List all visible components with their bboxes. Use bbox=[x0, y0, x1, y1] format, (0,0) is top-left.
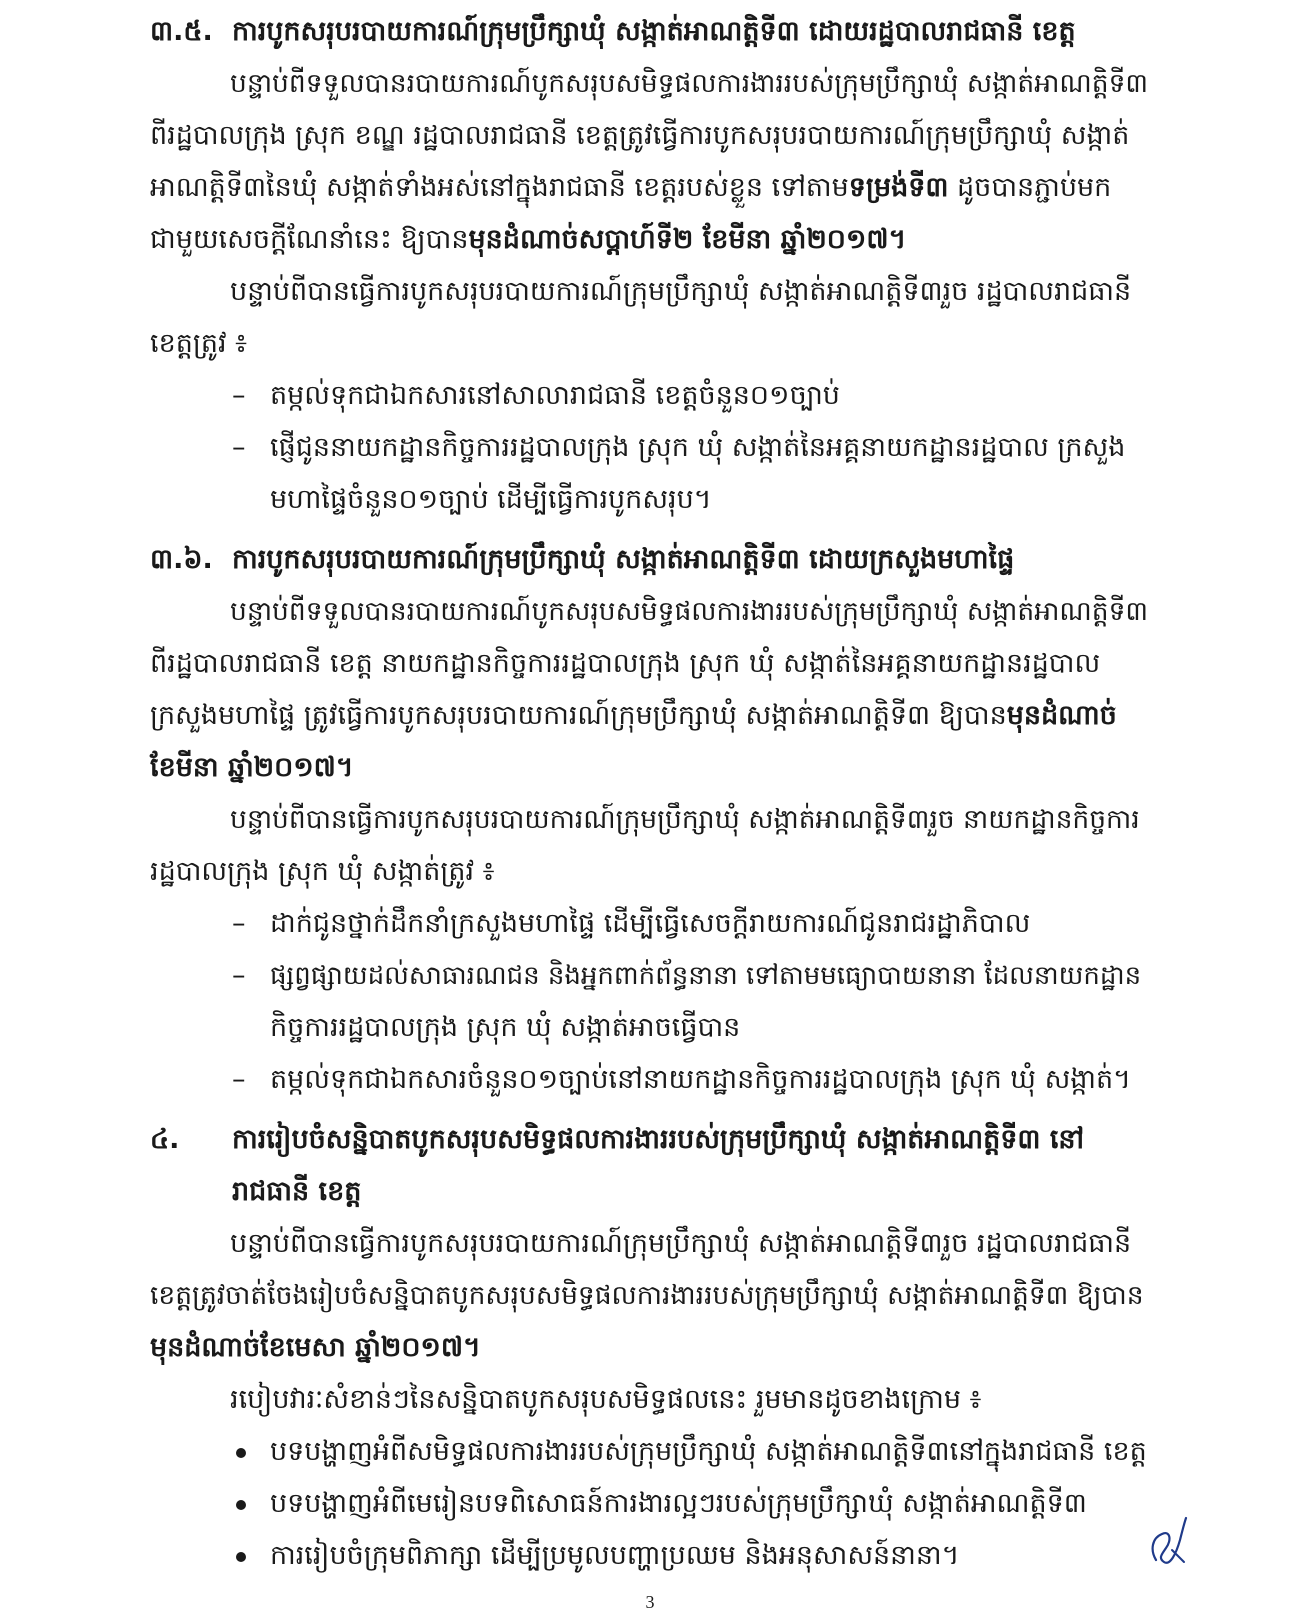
section-3-6-number: ៣.៦. bbox=[150, 544, 213, 575]
s36-p1-line4: ខែមីនា ឆ្នាំ២០១៧។ bbox=[150, 752, 354, 783]
section-3-5-number: ៣.៥. bbox=[150, 16, 213, 47]
s35-p2-line2: ខេត្តត្រូវ ៖ bbox=[150, 328, 248, 359]
s36-item2-line1: ផ្សព្វផ្សាយដល់សាធារណជន និងអ្នកពាក់ព័ន្ធនានា ទៅតាមមធ្យោបាយនានា ដែលនាយកដ្ឋាន bbox=[270, 961, 1142, 991]
bullet-icon bbox=[236, 1500, 246, 1510]
s36-item3: តម្កល់ទុកជាឯកសារចំនួន០១ច្បាប់នៅនាយកដ្ឋានកិច្ចការរដ្ឋបាលក្រុង ស្រុក ឃុំ សង្កាត់។ bbox=[270, 1064, 1131, 1095]
section-4-heading-line1: ការរៀបចំសន្និបាតបូកសរុបសមិទ្ធផលការងាររបស់ក្រុមប្រឹក្សាឃុំ សង្កាត់អាណត្តិទី៣ នៅ bbox=[232, 1124, 1085, 1155]
s36-p1-line2: ពីរដ្ឋបាលរាជធានី ខេត្ត នាយកដ្ឋានកិច្ចការរដ្ឋបាលក្រុង ស្រុក ឃុំ សង្កាត់នៃអគ្គនាយកដ្ឋានរដ្ឋបាល bbox=[150, 648, 1101, 679]
s36-p2-line2: រដ្ឋបាលក្រុង ស្រុក ឃុំ សង្កាត់ត្រូវ ៖ bbox=[150, 856, 495, 887]
section-3-6-heading: ការបូកសរុបរបាយការណ៍ក្រុមប្រឹក្សាឃុំ សង្កាត់អាណត្តិទី៣ ដោយក្រសួងមហាផ្ទៃ bbox=[232, 544, 1015, 575]
dash-marker: – bbox=[232, 908, 246, 939]
s4-p1-line1: បន្ទាប់ពីបានធ្វើការបូកសរុបរបាយការណ៍ក្រុមប្រឹក្សាឃុំ សង្កាត់អាណត្តិទី៣រួច រដ្ឋបាលរាជធានី bbox=[230, 1228, 1132, 1259]
s4-p1-line2: ខេត្តត្រូវចាត់ចែងរៀបចំសន្និបាតបូកសរុបសមិទ្ធផលការងាររបស់ក្រុមប្រឹក្សាឃុំ សង្កាត់អាណត្តិទី៣ ឱ្យបាន bbox=[150, 1280, 1144, 1311]
s36-p2-line1: បន្ទាប់ពីបានធ្វើការបូកសរុបរបាយការណ៍ក្រុមប្រឹក្សាឃុំ សង្កាត់អាណត្តិទី៣រួច នាយកដ្ឋានកិច្ចការ bbox=[230, 804, 1140, 835]
s36-p1-line1: បន្ទាប់ពីទទួលបានរបាយការណ៍បូកសរុបសមិទ្ធផលការងាររបស់ក្រុមប្រឹក្សាឃុំ សង្កាត់អាណត្តិទី៣ bbox=[230, 596, 1149, 627]
section-4-number: ៤. bbox=[150, 1124, 180, 1155]
handwritten-initial-signature bbox=[1142, 1510, 1192, 1570]
s35-item2-line2: មហាផ្ទៃចំនួន០១ច្បាប់ ដើម្បីធ្វើការបូកសរុប។ bbox=[270, 484, 712, 515]
s36-item2-line2: កិច្ចការរដ្ឋបាលក្រុង ស្រុក ឃុំ សង្កាត់អាចធ្វើបាន bbox=[270, 1012, 741, 1043]
page-number: 3 bbox=[645, 1592, 655, 1612]
s4-item2: បទបង្ហាញអំពីមេរៀនបទពិសោធន៍ការងារល្អៗរបស់ក្រុមប្រឹក្សាឃុំ សង្កាត់អាណត្តិទី៣ bbox=[270, 1488, 1087, 1519]
dash-marker: – bbox=[232, 380, 246, 411]
section-3-5-heading: ការបូកសរុបរបាយការណ៍ក្រុមប្រឹក្សាឃុំ សង្កាត់អាណត្តិទី៣ ដោយរដ្ឋបាលរាជធានី ខេត្ត bbox=[232, 16, 1076, 47]
s4-item1: បទបង្ហាញអំពីសមិទ្ធផលការងាររបស់ក្រុមប្រឹក្សាឃុំ សង្កាត់អាណត្តិទី៣នៅក្នុងរាជធានី ខេត្ត bbox=[270, 1436, 1147, 1467]
bullet-icon bbox=[236, 1552, 246, 1562]
s35-item2-line1: ផ្ញើជូននាយកដ្ឋានកិច្ចការរដ្ឋបាលក្រុង ស្រុក ឃុំ សង្កាត់នៃអគ្គនាយកដ្ឋានរដ្ឋបាល ក្រសួង bbox=[270, 432, 1126, 463]
s35-p1-line2: ពីរដ្ឋបាលក្រុង ស្រុក ខណ្ឌ រដ្ឋបាលរាជធានី ខេត្តត្រូវធ្វើការបូកសរុបរបាយការណ៍ក្រុមប្រឹក្សាឃុំ សង្កាត់ bbox=[150, 120, 1130, 151]
s36-p1-line3: ក្រសួងមហាផ្ទៃ ត្រូវធ្វើការបូកសរុបរបាយការណ៍ក្រុមប្រឹក្សាឃុំ សង្កាត់អាណត្តិទី៣ ឱ្យបានមុនដំណាច់ bbox=[150, 700, 1117, 731]
s35-p1-line1: បន្ទាប់ពីទទួលបានរបាយការណ៍បូកសរុបសមិទ្ធផលការងាររបស់ក្រុមប្រឹក្សាឃុំ សង្កាត់អាណត្តិទី៣ bbox=[230, 68, 1149, 99]
s4-p1-line3: មុនដំណាច់ខែមេសា ឆ្នាំ២០១៧។ bbox=[150, 1332, 481, 1363]
bullet-icon bbox=[236, 1448, 246, 1458]
dash-marker: – bbox=[232, 960, 246, 991]
dash-marker: – bbox=[232, 1064, 246, 1095]
s35-p1-line3: អាណត្តិទី៣នៃឃុំ សង្កាត់ទាំងអស់នៅក្នុងរាជធានី ខេត្តរបស់ខ្លួន ទៅតាមទម្រង់ទី៣ ដូចបានភ្ជាប់មក bbox=[150, 172, 1112, 203]
s36-item1: ដាក់ជូនថ្នាក់ដឹកនាំក្រសួងមហាផ្ទៃ ដើម្បីធ្វើសេចក្ដីរាយការណ៍ជូនរាជរដ្ឋាភិបាល bbox=[270, 908, 1031, 939]
dash-marker: – bbox=[232, 432, 246, 463]
s35-p1-line4: ជាមួយសេចក្ដីណែនាំនេះ ឱ្យបានមុនដំណាច់សប្ដាហ៍ទី២ ខែមីនា ឆ្នាំ២០១៧។ bbox=[150, 224, 907, 255]
s4-item3: ការរៀបចំក្រុមពិភាក្សា ដើម្បីប្រមូលបញ្ហាប្រឈម និងអនុសាសន៍នានា។ bbox=[270, 1540, 960, 1571]
section-4-heading-line2: រាជធានី ខេត្ត bbox=[232, 1176, 362, 1207]
s35-item1: តម្កល់ទុកជាឯកសារនៅសាលារាជធានី ខេត្តចំនួន០១ច្បាប់ bbox=[270, 380, 840, 411]
s4-p2: របៀបវារៈសំខាន់ៗនៃសន្និបាតបូកសរុបសមិទ្ធផលនេះ រួមមានដូចខាងក្រោម ៖ bbox=[230, 1384, 982, 1415]
s35-p2-line1: បន្ទាប់ពីបានធ្វើការបូកសរុបរបាយការណ៍ក្រុមប្រឹក្សាឃុំ សង្កាត់អាណត្តិទី៣រួច រដ្ឋបាលរាជធានី bbox=[230, 276, 1132, 307]
